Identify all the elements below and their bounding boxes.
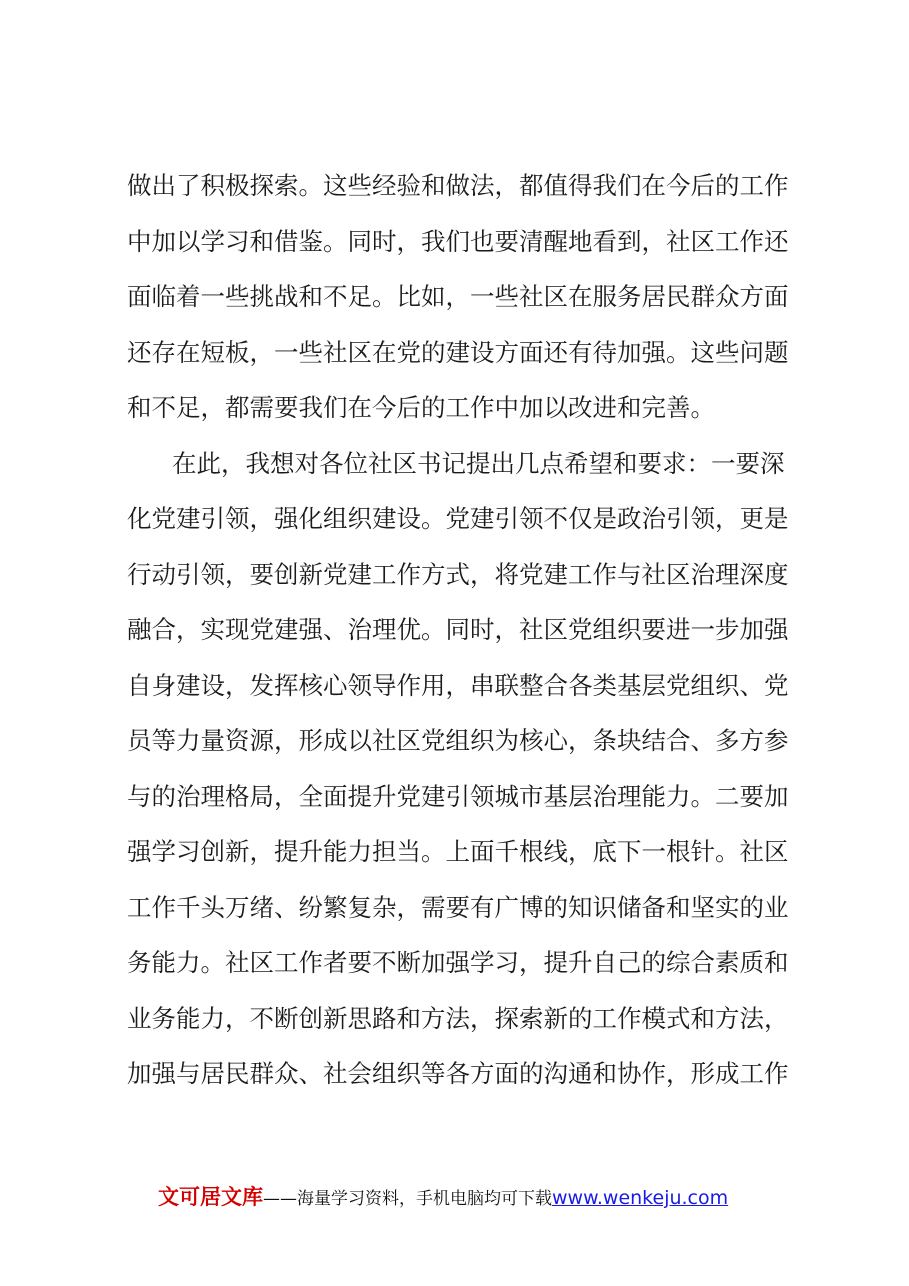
text-line: 业务能力，不断创新思路和方法，探索新的工作模式和方法， bbox=[127, 1003, 789, 1033]
paragraph-first-line: 在此，我想对各位社区书记提出几点希望和要求：一要深 bbox=[172, 448, 785, 478]
footer-link[interactable]: www.wenkeju.com bbox=[552, 1187, 729, 1209]
text-line: 加强与居民群众、社会组织等各方面的沟通和协作，形成工作 bbox=[127, 1059, 789, 1088]
text-line: 和不足，都需要我们在今后的工作中加以改进和完善。 bbox=[127, 393, 715, 422]
text-line: 化党建引领，强化组织建设。党建引领不仅是政治引领，更是 bbox=[127, 504, 789, 533]
text-line: 工作千头万绪、纷繁复杂，需要有广博的知识储备和坚实的业 bbox=[127, 892, 789, 922]
footer-brand: 文可居文库 bbox=[158, 1185, 263, 1209]
text-line: 与的治理格局，全面提升党建引领城市基层治理能力。二要加 bbox=[127, 781, 789, 811]
text-line: 自身建设，发挥核心领导作用，串联整合各类基层党组织、党 bbox=[127, 670, 789, 700]
text-line: 强学习创新，提升能力担当。上面千根线，底下一根针。社区 bbox=[127, 837, 789, 866]
page-footer bbox=[158, 1181, 798, 1213]
text-line: 还存在短板，一些社区在党的建设方面还有待加强。这些问题 bbox=[127, 337, 789, 367]
text-line: 员等力量资源，形成以社区党组织为核心，条块结合、多方参 bbox=[127, 726, 789, 755]
text-line: 做出了积极探索。这些经验和做法，都值得我们在今后的工作 bbox=[127, 171, 789, 200]
text-line: 务能力。社区工作者要不断加强学习，提升自己的综合素质和 bbox=[127, 948, 789, 977]
text-line: 中加以学习和借鉴。同时，我们也要清醒地看到，社区工作还 bbox=[127, 226, 789, 256]
text-line: 行动引领，要创新党建工作方式，将党建工作与社区治理深度 bbox=[127, 559, 789, 589]
body-text bbox=[127, 163, 789, 1107]
text-line: 融合，实现党建强、治理优。同时，社区党组织要进一步加强 bbox=[127, 615, 789, 644]
footer-slogan: ——海量学习资料，手机电脑均可下载 bbox=[263, 1189, 552, 1209]
text-line: 面临着一些挑战和不足。比如，一些社区在服务居民群众方面 bbox=[127, 282, 789, 311]
